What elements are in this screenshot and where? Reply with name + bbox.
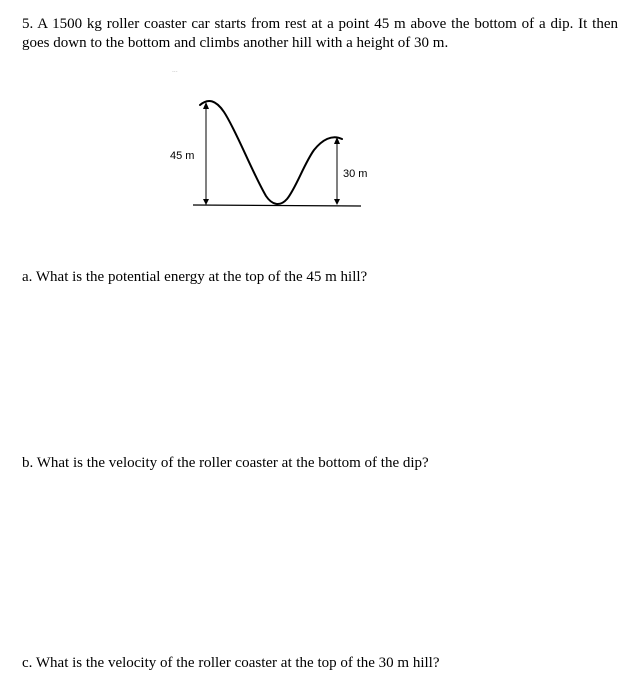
question-b: b. What is the velocity of the roller coaster at the bottom of the dip? <box>22 455 429 471</box>
label-45m: 45 m <box>170 150 195 162</box>
question-c: c. What is the velocity of the roller coaster at the top of the 30 m hill? <box>22 655 440 671</box>
track-curve <box>200 101 342 204</box>
question-a: a. What is the potential energy at the top of the 45 m hill? <box>22 269 368 285</box>
left-arrow-head-bottom <box>203 199 209 205</box>
right-arrow-head-bottom <box>334 199 340 205</box>
problem-stem: 5. A 1500 kg roller coaster car starts from rest at a point 45 m above the bottom of a dip. It then goes down to the bottom and climbs another hill with a height of 30 m. <box>22 16 618 51</box>
roller-coaster-figure <box>0 60 631 220</box>
ground-line <box>193 205 361 206</box>
dots-artifact: ··· <box>172 69 178 76</box>
label-30m: 30 m <box>343 168 368 180</box>
roller-coaster-diagram <box>0 60 631 220</box>
